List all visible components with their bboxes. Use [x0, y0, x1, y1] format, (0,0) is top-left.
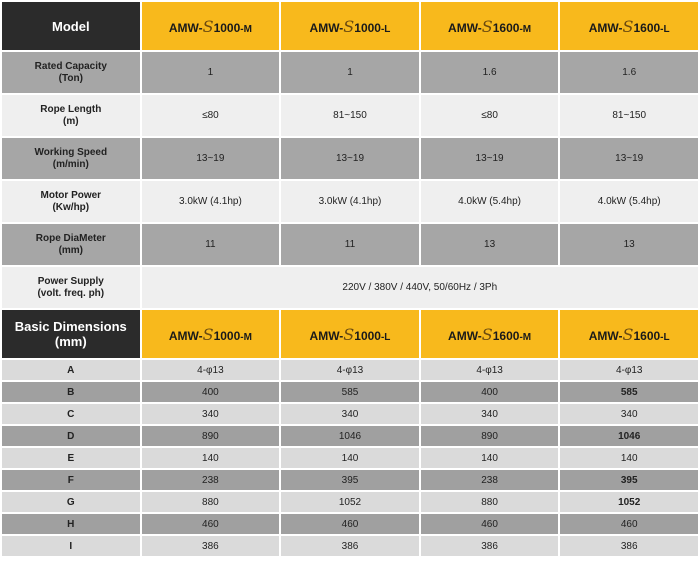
dimension-row: [2, 536, 698, 556]
dimension-row: [2, 470, 698, 490]
dimension-label: A: [2, 360, 140, 380]
spec-value: 1: [142, 52, 280, 93]
dimension-value: 890: [421, 426, 559, 446]
spec-value: 13~19: [142, 138, 280, 179]
model-name: AMW-S1600-L: [560, 2, 698, 50]
dimension-row: [2, 492, 698, 512]
model-name: AMW-S1000-M: [142, 2, 280, 50]
dimension-value: 386: [142, 536, 280, 556]
dimension-value: 460: [560, 514, 698, 534]
spec-value: 4.0kW (5.4hp): [560, 181, 698, 222]
spec-value: 13: [421, 224, 559, 265]
dimension-value: 1046: [560, 426, 698, 446]
spec-row: [2, 95, 698, 136]
dimension-value: 400: [142, 382, 280, 402]
dimensions-header-row: [2, 310, 698, 358]
dimension-value: 386: [281, 536, 419, 556]
spec-row: [2, 181, 698, 222]
model-header-row: [2, 2, 698, 50]
dimension-label: C: [2, 404, 140, 424]
dimension-value: 140: [560, 448, 698, 468]
dimension-value: 340: [281, 404, 419, 424]
spec-value: 1: [281, 52, 419, 93]
dimension-value: 460: [142, 514, 280, 534]
dimension-value: 460: [421, 514, 559, 534]
dimension-value: 386: [421, 536, 559, 556]
dimension-row: [2, 404, 698, 424]
spec-value: 13~19: [421, 138, 559, 179]
dimension-value: 4-φ13: [281, 360, 419, 380]
spec-label: Working Speed (m/min): [2, 138, 140, 179]
dimension-value: 4-φ13: [560, 360, 698, 380]
model-name: AMW-S1600-M: [421, 2, 559, 50]
dimension-row: [2, 360, 698, 380]
spec-value: 81~150: [560, 95, 698, 136]
dimension-label: I: [2, 536, 140, 556]
dimension-value: 890: [142, 426, 280, 446]
dimension-value: 880: [421, 492, 559, 512]
dimension-value: 340: [142, 404, 280, 424]
model-name: AMW-S1000-L: [281, 310, 419, 358]
spec-value: 3.0kW (4.1hp): [142, 181, 280, 222]
dimension-value: 340: [421, 404, 559, 424]
spec-value: 13~19: [281, 138, 419, 179]
dimension-value: 140: [281, 448, 419, 468]
dimension-row: [2, 514, 698, 534]
dimension-label: E: [2, 448, 140, 468]
spec-row: [2, 52, 698, 93]
spec-value: 1.6: [560, 52, 698, 93]
spec-value: 13: [560, 224, 698, 265]
spec-value: 81~150: [281, 95, 419, 136]
dimension-row: [2, 382, 698, 402]
spec-label: Motor Power (Kw/hp): [2, 181, 140, 222]
dimension-value: 140: [142, 448, 280, 468]
dimension-value: 238: [142, 470, 280, 490]
model-name: AMW-S1600-L: [560, 310, 698, 358]
dimension-label: F: [2, 470, 140, 490]
dimension-value: 238: [421, 470, 559, 490]
spec-row: [2, 224, 698, 265]
dimension-value: 340: [560, 404, 698, 424]
model-name: AMW-S1600-M: [421, 310, 559, 358]
dimension-value: 460: [281, 514, 419, 534]
dimension-row: [2, 448, 698, 468]
dimension-value: 395: [281, 470, 419, 490]
spec-value: 4.0kW (5.4hp): [421, 181, 559, 222]
dimension-value: 4-φ13: [421, 360, 559, 380]
spec-value: ≤80: [421, 95, 559, 136]
model-label: Model: [2, 2, 140, 50]
dimension-value: 395: [560, 470, 698, 490]
dimension-label: B: [2, 382, 140, 402]
dimensions-label: Basic Dimensions (mm): [2, 310, 140, 358]
spec-value: 11: [142, 224, 280, 265]
spec-label: Rope DiaMeter (mm): [2, 224, 140, 265]
spec-value: 1.6: [421, 52, 559, 93]
spec-row: [2, 267, 698, 308]
dimension-value: 386: [560, 536, 698, 556]
spec-value-merged: 220V / 380V / 440V, 50/60Hz / 3Ph: [142, 267, 698, 308]
dimension-value: 1046: [281, 426, 419, 446]
dimension-value: 1052: [560, 492, 698, 512]
spec-value: ≤80: [142, 95, 280, 136]
dimension-label: G: [2, 492, 140, 512]
dimension-value: 140: [421, 448, 559, 468]
dimension-value: 400: [421, 382, 559, 402]
spec-value: 3.0kW (4.1hp): [281, 181, 419, 222]
dimension-label: H: [2, 514, 140, 534]
spec-value: 11: [281, 224, 419, 265]
spec-label: Rated Capacity (Ton): [2, 52, 140, 93]
model-name: AMW-S1000-L: [281, 2, 419, 50]
dimension-value: 1052: [281, 492, 419, 512]
dimension-value: 585: [560, 382, 698, 402]
dimension-value: 880: [142, 492, 280, 512]
model-name: AMW-S1000-M: [142, 310, 280, 358]
dimension-value: 4-φ13: [142, 360, 280, 380]
dimension-row: [2, 426, 698, 446]
dimension-label: D: [2, 426, 140, 446]
spec-label: Rope Length (m): [2, 95, 140, 136]
spec-label: Power Supply (volt. freq. ph): [2, 267, 140, 308]
spec-value: 13~19: [560, 138, 698, 179]
dimension-value: 585: [281, 382, 419, 402]
spec-row: [2, 138, 698, 179]
